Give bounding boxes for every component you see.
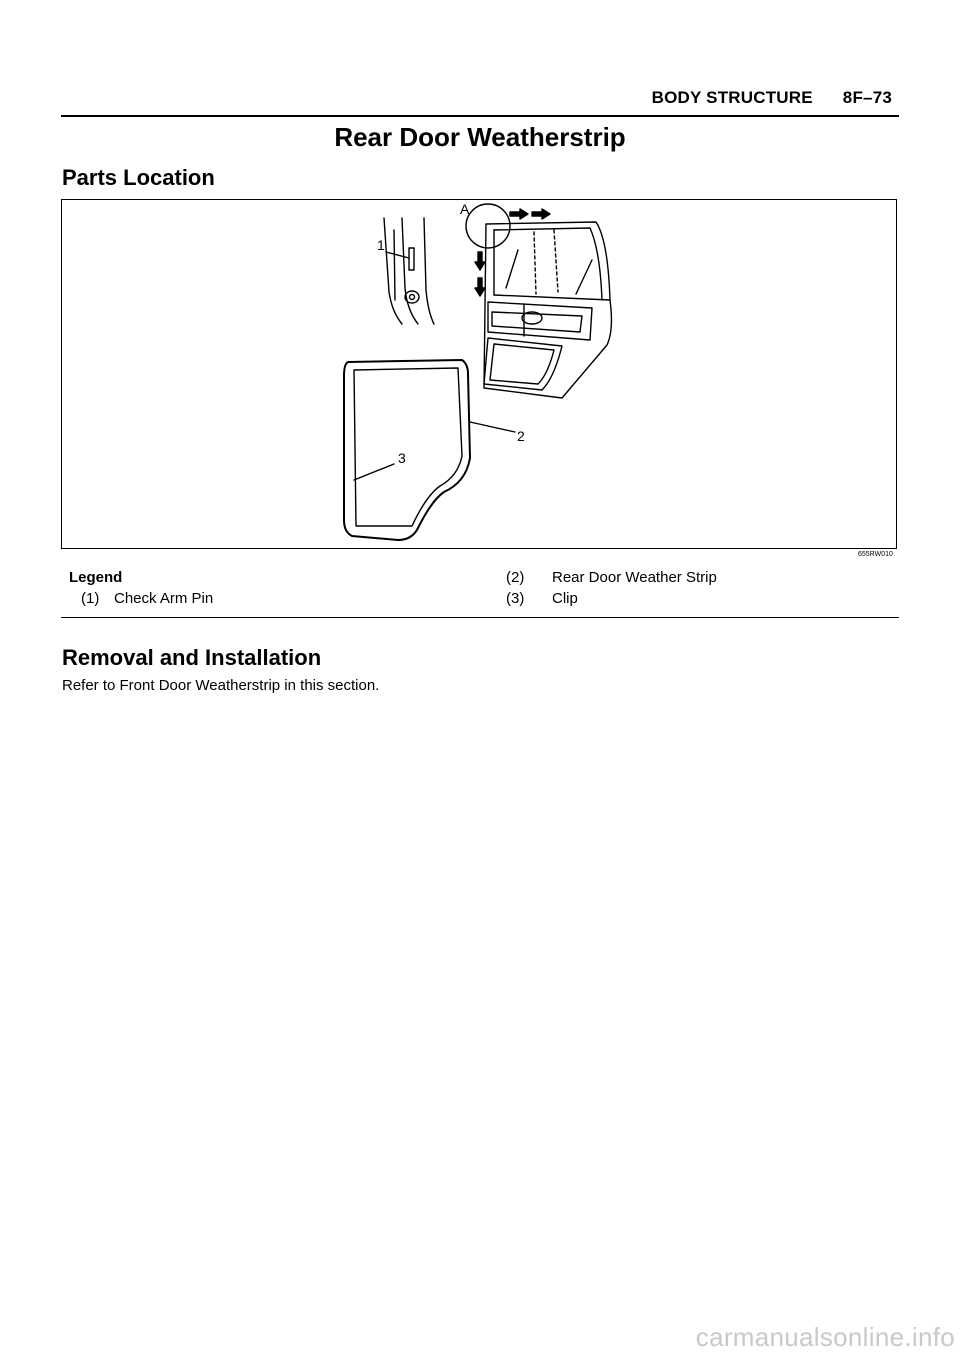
legend-label-1: Check Arm Pin (114, 590, 214, 607)
watermark: carmanualsonline.info (695, 1322, 955, 1352)
page-number: 8F–73 (842, 88, 892, 107)
figure-id: 655RW010 (858, 551, 893, 558)
callout-a: A (460, 201, 470, 217)
section-title: BODY STRUCTURE (651, 88, 813, 107)
legend-rule (61, 617, 899, 618)
legend-num-3: (3) (506, 590, 525, 607)
callout-1: 1 (377, 237, 385, 253)
pillar-outline (384, 218, 402, 324)
door-diagram (62, 200, 896, 548)
legend-heading: Legend (69, 569, 123, 586)
legend-num-2: (2) (506, 569, 525, 586)
legend-num-1: (1) (81, 590, 100, 607)
removal-text: Refer to Front Door Weatherstrip in this section. (62, 677, 380, 694)
detail-circle (466, 204, 510, 248)
page-header (0, 88, 892, 108)
legend-label-2: Rear Door Weather Strip (552, 569, 717, 586)
weatherstrip (344, 360, 470, 540)
parts-location-heading: Parts Location (62, 165, 215, 190)
header-rule (61, 115, 899, 117)
callout-3: 3 (398, 450, 406, 466)
callout-2: 2 (517, 428, 525, 444)
check-arm-pin (409, 248, 414, 270)
legend-label-3: Clip (552, 590, 578, 607)
removal-heading: Removal and Installation (62, 645, 322, 670)
page-title: Rear Door Weatherstrip (334, 122, 626, 152)
parts-location-figure (61, 199, 897, 549)
